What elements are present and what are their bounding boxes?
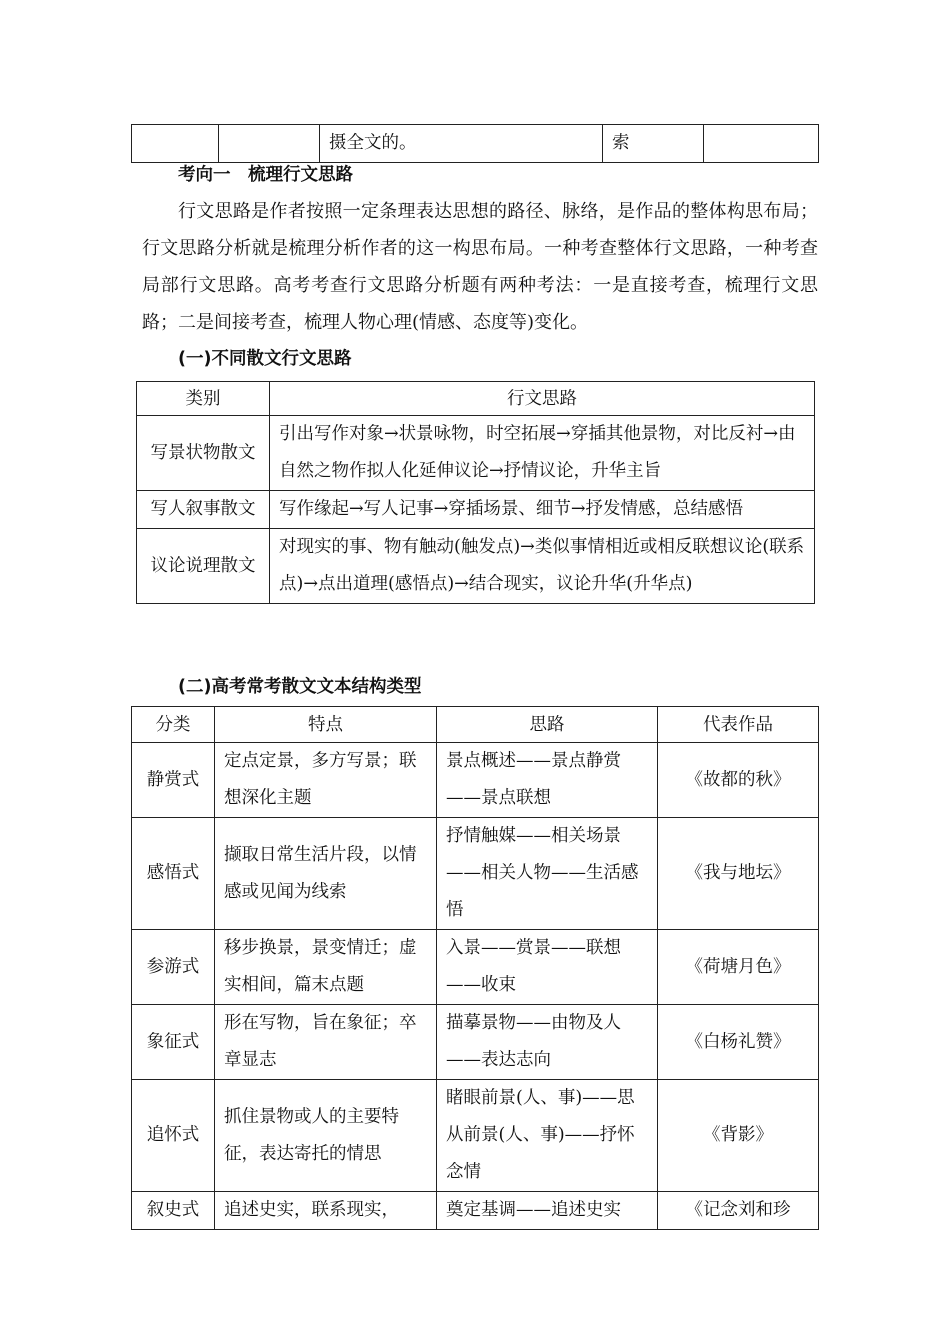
table2-row6-kind: 叙史式: [132, 1192, 215, 1230]
table2-header-work: 代表作品: [658, 707, 819, 743]
table2-row3-idea: 入景——赏景——联想——收束: [437, 930, 658, 1005]
table1-row1-path: 引出写作对象→状景咏物，时空拓展→穿插其他景物，对比反衬→由自然之物作拟人化延伸议论→抒情议论，升华主旨: [270, 416, 815, 491]
table2-row6-feature: 追述史实，联系现实，: [215, 1192, 437, 1230]
table2-row4-work: 《白杨礼赞》: [658, 1005, 819, 1080]
table2-header-idea: 思路: [437, 707, 658, 743]
table1-row1-type: 写景状物散文: [137, 416, 270, 491]
intro-paragraph-text: 行文思路是作者按照一定条理表达思想的路径、脉络，是作品的整体构思布局；行文思路分析就是梳理分析作者的这一构思布局。一种考查整体行文思路，一种考查局部行文思路。高考考查行文思路分析题有两种考法：一是直接考查，梳理行文思路；二是间接考查，梳理人物心理(情感、态度等)变化。: [142, 201, 818, 333]
table2-row1-idea: 景点概述——景点静赏——景点联想: [437, 743, 658, 818]
table2-row5-idea: 睹眼前景(人、事)——思从前景(人、事)——抒怀念情: [437, 1080, 658, 1192]
top-cell-2: [219, 125, 320, 163]
table1-header-type: 类别: [137, 382, 270, 416]
table1-row3-path: 对现实的事、物有触动(触发点)→类似事情相近或相反联想议论(联系点)→点出道理(感悟点)→结合现实，议论升华(升华点): [270, 529, 815, 604]
table1-row3-type: 议论说理散文: [137, 529, 270, 604]
section-heading: 考向一 梳理行文思路: [178, 165, 353, 185]
table2-row3-kind: 参游式: [132, 930, 215, 1005]
table2-row4-kind: 象征式: [132, 1005, 215, 1080]
table2-row1-work: 《故都的秋》: [658, 743, 819, 818]
table1-row2-path: 写作缘起→写人记事→穿插场景、细节→抒发情感，总结感悟: [270, 491, 815, 529]
table1-header-path: 行文思路: [270, 382, 815, 416]
table2-header-feature: 特点: [215, 707, 437, 743]
table2-row2-feature: 撷取日常生活片段，以情感或见闻为线索: [215, 818, 437, 930]
table2-row1-kind: 静赏式: [132, 743, 215, 818]
table2-row2-kind: 感悟式: [132, 818, 215, 930]
table2-row3-feature: 移步换景，景变情迁；虚实相间，篇末点题: [215, 930, 437, 1005]
top-cell-4: 索: [603, 125, 704, 163]
table2-header-kind: 分类: [132, 707, 215, 743]
table2-row6-work: 《记念刘和珍: [658, 1192, 819, 1230]
text-structure-types-table: [131, 706, 819, 1230]
top-cell-1: [132, 125, 219, 163]
table-row: [132, 1080, 819, 1192]
table2-title: (二)高考常考散文文本结构类型: [178, 677, 422, 697]
table-row: [137, 491, 815, 529]
table-row: [132, 743, 819, 818]
table2-row4-idea: 描摹景物——由物及人——表达志向: [437, 1005, 658, 1080]
table-row: [132, 818, 819, 930]
table2-row6-idea: 奠定基调——追述史实: [437, 1192, 658, 1230]
table2-row2-idea: 抒情触媒——相关场景——相关人物——生活感悟: [437, 818, 658, 930]
table2-row5-work: 《背影》: [658, 1080, 819, 1192]
table-row: [137, 416, 815, 491]
table1-title: (一)不同散文行文思路: [178, 349, 352, 369]
table2-row5-kind: 追怀式: [132, 1080, 215, 1192]
top-partial-table: [131, 124, 819, 163]
table2-row2-work: 《我与地坛》: [658, 818, 819, 930]
table-row: [132, 930, 819, 1005]
table2-row4-feature: 形在写物，旨在象征；卒章显志: [215, 1005, 437, 1080]
intro-paragraph: [142, 193, 818, 341]
table-row: [132, 1005, 819, 1080]
table2-row1-feature: 定点定景，多方写景；联想深化主题: [215, 743, 437, 818]
table-row: [132, 1192, 819, 1230]
table2-row3-work: 《荷塘月色》: [658, 930, 819, 1005]
table2-row5-feature: 抓住景物或人的主要特征，表达寄托的情思: [215, 1080, 437, 1192]
prose-structure-table: [136, 381, 815, 604]
table1-row2-type: 写人叙事散文: [137, 491, 270, 529]
top-cell-5: [704, 125, 819, 163]
top-cell-3: 摄全文的。: [320, 125, 603, 163]
table-row: [137, 529, 815, 604]
